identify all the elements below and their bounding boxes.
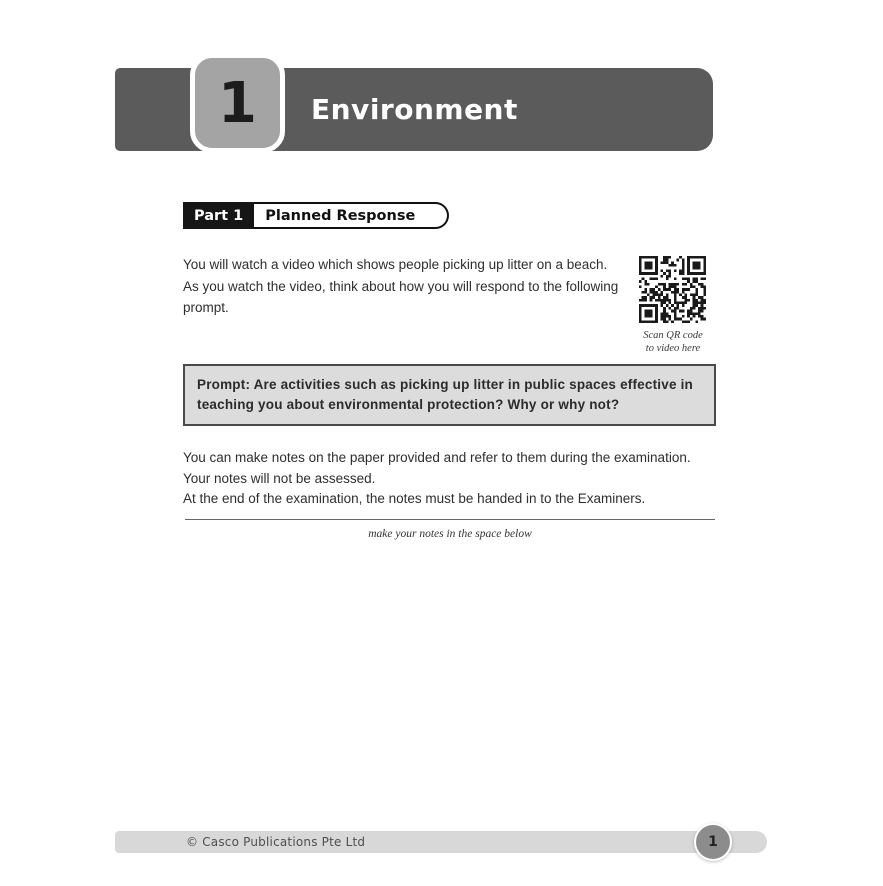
instruction-line: At the end of the examination, the notes must be handed in to the Examiners. (183, 491, 646, 506)
footer-bar (115, 831, 767, 853)
instruction-line: You can make notes on the paper provided and refer to them during the examination. (183, 450, 691, 465)
page-number-badge (694, 823, 732, 861)
notes-divider-rule (185, 519, 715, 520)
intro-line: prompt. (183, 300, 229, 315)
intro-paragraph (183, 254, 618, 319)
chapter-title: Environment (311, 93, 518, 126)
qr-caption-line: to video here (645, 343, 701, 354)
part-title: Planned Response (254, 202, 449, 229)
part-header (183, 202, 449, 229)
notes-divider-caption: make your notes in the space below (368, 528, 532, 540)
prompt-text: Are activities such as picking up litter in public spaces effective in teaching you about environmental protection? Why or why not? (197, 377, 693, 412)
prompt-label: Prompt: (197, 377, 251, 392)
part-label: Part 1 (183, 202, 254, 229)
footer-copyright: © Casco Publications Pte Ltd (186, 835, 366, 849)
qr-code-icon (639, 256, 706, 323)
instruction-line: Your notes will not be assessed. (183, 470, 376, 486)
intro-line: As you watch the video, think about how you will respond to the following (183, 278, 619, 294)
qr-caption-line: Scan QR code (643, 330, 703, 341)
chapter-number: 1 (218, 71, 257, 136)
instructions-paragraph (183, 448, 691, 510)
prompt-box (183, 364, 716, 426)
qr-block (639, 256, 707, 355)
page-number: 1 (708, 834, 718, 850)
chapter-number-badge (190, 53, 285, 153)
qr-caption (639, 329, 707, 355)
intro-line: You will watch a video which shows people picking up litter on a beach. (183, 257, 608, 272)
